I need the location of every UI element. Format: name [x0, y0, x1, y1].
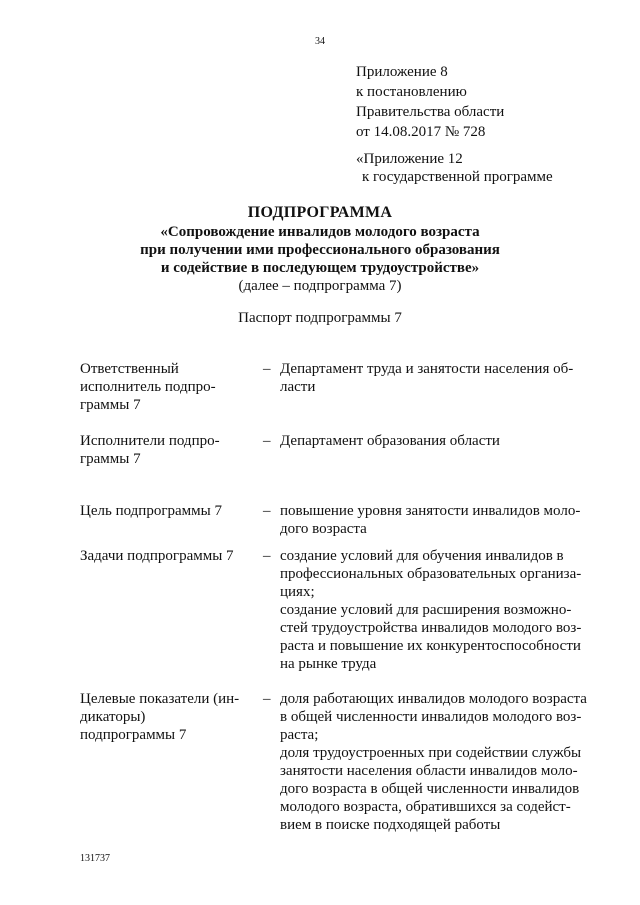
- title-line: и содействие в последующем трудоустройстве»: [160, 260, 480, 276]
- label-line: Целевые показатели (ин-: [80, 691, 240, 707]
- value-line: доля работающих инвалидов молодого возраста: [280, 691, 587, 707]
- title-heading: ПОДПРОГРАММА: [247, 204, 393, 221]
- value-line: дого возраста: [280, 521, 367, 537]
- row-label: [80, 360, 250, 414]
- subprogram-title: [0, 203, 640, 295]
- appendix-line: «Приложение 12: [356, 151, 463, 167]
- label-line: исполнитель подпро-: [80, 379, 216, 395]
- row-value: [280, 547, 590, 673]
- appendix-line: Приложение 8: [356, 64, 448, 80]
- row-dash: –: [263, 361, 271, 377]
- value-line: создание условий для расширения возможно-: [280, 602, 572, 618]
- value-line: ласти: [280, 379, 316, 395]
- value-line: циях;: [280, 584, 315, 600]
- value-line: раста и повышение их конкурентоспособности: [280, 638, 581, 654]
- value-line: создание условий для обучения инвалидов в: [280, 548, 564, 564]
- title-line: при получении ими профессионального образования: [140, 242, 500, 258]
- value-line: Департамент труда и занятости населения об-: [280, 361, 574, 377]
- title-note: (далее – подпрограмма 7): [238, 278, 402, 294]
- value-line: профессиональных образовательных организа-: [280, 566, 582, 582]
- value-line: стей трудоустройства инвалидов молодого воз-: [280, 620, 582, 636]
- value-line: в общей численности инвалидов молодого воз-: [280, 709, 582, 725]
- page-number: 34: [315, 36, 325, 47]
- value-line: Департамент образования области: [280, 433, 500, 449]
- appendix-line: к постановлению: [356, 84, 467, 100]
- label-line: Задачи подпрограммы 7: [80, 548, 234, 564]
- row-label: [80, 432, 250, 468]
- row-value: [280, 432, 590, 450]
- appendix-reference: [356, 62, 504, 142]
- value-line: вием в поиске подходящей работы: [280, 817, 501, 833]
- label-line: граммы 7: [80, 451, 141, 467]
- passport-heading: Паспорт подпрограммы 7: [238, 310, 402, 326]
- label-line: дикаторы): [80, 709, 146, 725]
- value-line: повышение уровня занятости инвалидов моло-: [280, 503, 581, 519]
- row-label: [80, 547, 250, 565]
- value-line: дого возраста в общей численности инвалидов: [280, 781, 580, 797]
- appendix-line: от 14.08.2017 № 728: [356, 124, 486, 140]
- label-line: подпрограммы 7: [80, 727, 187, 743]
- value-line: молодого возраста, обратившихся за содейст-: [280, 799, 571, 815]
- value-line: занятости населения области инвалидов моло-: [280, 763, 578, 779]
- label-line: Исполнители подпро-: [80, 433, 220, 449]
- appendix-12-reference: [356, 150, 553, 186]
- row-value: [280, 360, 590, 396]
- label-line: граммы 7: [80, 397, 141, 413]
- row-label: [80, 502, 250, 520]
- title-line: «Сопровождение инвалидов молодого возраста: [160, 224, 480, 240]
- appendix-line: Правительства области: [356, 104, 505, 120]
- row-dash: –: [263, 691, 271, 707]
- value-line: раста;: [280, 727, 319, 743]
- label-line: Ответственный: [80, 361, 179, 377]
- label-line: Цель подпрограммы 7: [80, 503, 222, 519]
- appendix-line: к государственной программе: [362, 169, 553, 185]
- row-value: [280, 502, 590, 538]
- row-dash: –: [263, 433, 271, 449]
- row-label: [80, 690, 250, 744]
- value-line: на рынке труда: [280, 656, 377, 672]
- row-value: [280, 690, 590, 834]
- footer-code: 131737: [80, 853, 110, 864]
- row-dash: –: [263, 548, 271, 564]
- value-line: доля трудоустроенных при содействии службы: [280, 745, 582, 761]
- row-dash: –: [263, 503, 271, 519]
